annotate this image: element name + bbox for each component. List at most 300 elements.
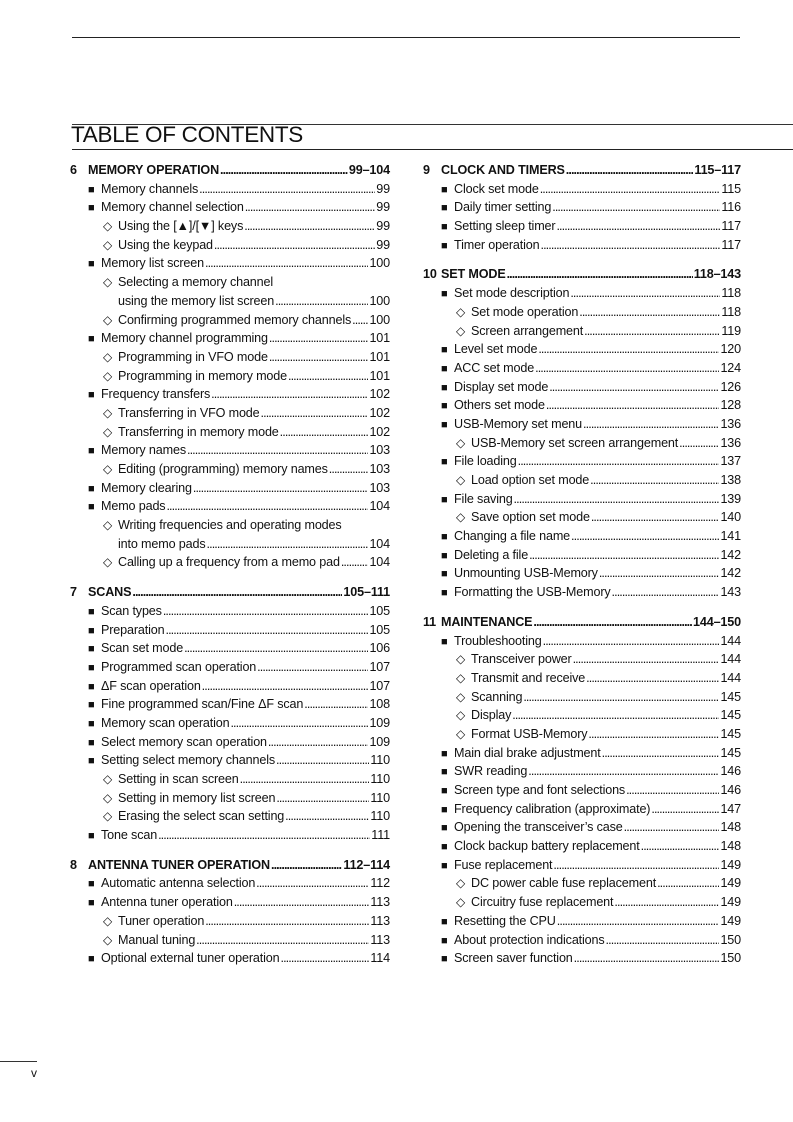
toc-entry-title: Confirming programmed memory channels bbox=[118, 312, 352, 327]
toc-entry[interactable] bbox=[423, 546, 741, 565]
toc-entry-title: ΔF scan operation bbox=[101, 678, 201, 693]
toc-entry-title: Preparation bbox=[101, 622, 165, 637]
dot-leader bbox=[352, 311, 368, 330]
dot-leader bbox=[612, 583, 720, 602]
toc-entry[interactable] bbox=[423, 378, 741, 397]
dot-leader bbox=[571, 527, 719, 546]
toc-entry-page: 110 bbox=[370, 753, 390, 768]
toc-entry-title: Troubleshooting bbox=[454, 633, 542, 648]
square-bullet-icon: ■ bbox=[88, 643, 95, 656]
diamond-bullet-icon: ◇ bbox=[103, 518, 113, 533]
dot-leader bbox=[240, 770, 370, 789]
dot-leader bbox=[523, 688, 719, 707]
toc-entry[interactable] bbox=[423, 284, 741, 303]
toc-entry-title: Optional external tuner operation bbox=[101, 951, 280, 966]
square-bullet-icon: ■ bbox=[441, 531, 448, 544]
toc-section bbox=[423, 265, 741, 601]
dot-leader bbox=[602, 744, 720, 763]
toc-section bbox=[70, 856, 390, 968]
square-bullet-icon: ■ bbox=[88, 897, 95, 910]
toc-entry-title: Clock set mode bbox=[454, 181, 539, 196]
toc-entry-page: 110 bbox=[370, 809, 390, 824]
dot-leader bbox=[624, 818, 720, 837]
diamond-bullet-icon: ◇ bbox=[103, 555, 113, 570]
toc-entry-title: Opening the transceiver’s case bbox=[454, 820, 623, 835]
square-bullet-icon: ■ bbox=[88, 680, 95, 693]
dot-leader bbox=[590, 471, 719, 490]
toc-entry[interactable] bbox=[70, 404, 390, 423]
square-bullet-icon: ■ bbox=[88, 605, 95, 618]
toc-section bbox=[70, 161, 390, 572]
toc-left-column bbox=[70, 161, 390, 968]
square-bullet-icon: ■ bbox=[441, 549, 448, 562]
toc-entry-page: 100 bbox=[369, 293, 390, 308]
toc-entry-title: Transmit and receive bbox=[471, 670, 586, 685]
toc-entry[interactable] bbox=[70, 236, 390, 255]
toc-entry[interactable] bbox=[70, 677, 390, 696]
diamond-bullet-icon: ◇ bbox=[456, 473, 466, 487]
toc-entry[interactable] bbox=[70, 751, 390, 770]
toc-entry-page: 142 bbox=[720, 547, 741, 562]
toc-entry[interactable] bbox=[70, 893, 390, 912]
toc-entry[interactable] bbox=[423, 180, 741, 199]
dot-leader bbox=[269, 329, 369, 348]
toc-entry[interactable] bbox=[423, 856, 741, 875]
toc-entry-page: 149 bbox=[720, 857, 741, 872]
toc-entry-title: Select memory scan operation bbox=[101, 734, 267, 749]
dot-leader bbox=[276, 789, 369, 808]
dot-leader bbox=[566, 161, 694, 180]
square-bullet-icon: ■ bbox=[441, 362, 448, 375]
toc-entry[interactable] bbox=[70, 441, 390, 460]
toc-entry-page: 104 bbox=[369, 555, 390, 570]
toc-entry-page: 105 bbox=[369, 622, 390, 637]
diamond-bullet-icon: ◇ bbox=[103, 790, 113, 805]
toc-entry-title: Frequency transfers bbox=[101, 387, 211, 402]
dot-leader bbox=[285, 807, 369, 826]
square-bullet-icon: ■ bbox=[441, 183, 448, 196]
toc-entry-title: Screen saver function bbox=[454, 951, 573, 966]
dot-leader bbox=[512, 706, 719, 725]
dot-leader bbox=[280, 423, 369, 442]
toc-entry[interactable] bbox=[70, 535, 390, 554]
toc-entry-title: DC power cable fuse replacement bbox=[471, 876, 657, 891]
toc-entry[interactable] bbox=[423, 508, 741, 527]
square-bullet-icon: ■ bbox=[88, 624, 95, 637]
toc-entry-title: Antenna tuner operation bbox=[101, 895, 233, 910]
toc-entry[interactable] bbox=[70, 639, 390, 658]
toc-entry-page: 114 bbox=[370, 951, 390, 966]
toc-entry[interactable] bbox=[423, 650, 741, 669]
toc-section bbox=[70, 583, 390, 845]
square-bullet-icon: ■ bbox=[441, 239, 448, 252]
toc-entry[interactable] bbox=[423, 396, 741, 415]
square-bullet-icon: ■ bbox=[441, 288, 448, 301]
diamond-bullet-icon: ◇ bbox=[103, 462, 113, 476]
toc-entry[interactable] bbox=[70, 292, 390, 311]
dot-leader bbox=[591, 508, 720, 527]
square-bullet-icon: ■ bbox=[88, 830, 95, 843]
section-title: SCANS bbox=[88, 585, 132, 600]
toc-entry-page: 103 bbox=[369, 462, 390, 476]
toc-entry[interactable] bbox=[423, 490, 741, 509]
toc-entry[interactable] bbox=[423, 198, 741, 217]
square-bullet-icon: ■ bbox=[441, 381, 448, 394]
toc-entry-page: 99 bbox=[376, 181, 390, 196]
toc-entry[interactable] bbox=[423, 359, 741, 378]
toc-entry[interactable] bbox=[423, 800, 741, 819]
section-number: 8 bbox=[70, 857, 77, 872]
toc-entry[interactable] bbox=[70, 311, 390, 330]
toc-entry-title: Using the [▲]/[▼] keys bbox=[118, 219, 244, 234]
toc-entry-page: 102 bbox=[369, 405, 390, 420]
toc-entry-page: 144 bbox=[720, 670, 741, 685]
toc-entry[interactable] bbox=[70, 460, 390, 479]
toc-entry-page: 104 bbox=[369, 499, 390, 514]
toc-entry[interactable] bbox=[70, 733, 390, 752]
dot-leader bbox=[599, 564, 720, 583]
title-underline bbox=[72, 149, 793, 150]
toc-entry[interactable] bbox=[423, 762, 741, 781]
dot-leader bbox=[205, 912, 369, 931]
square-bullet-icon: ■ bbox=[88, 878, 95, 891]
toc-entry-title: Screen type and font selections bbox=[454, 783, 626, 797]
toc-section-heading[interactable] bbox=[70, 856, 390, 875]
toc-entry[interactable] bbox=[423, 564, 741, 583]
dot-leader bbox=[584, 322, 720, 341]
toc-entry[interactable] bbox=[70, 180, 390, 199]
square-bullet-icon: ■ bbox=[88, 445, 95, 458]
toc-entry-title: Frequency calibration (approximate) bbox=[454, 801, 651, 816]
toc-entry-page: 118 bbox=[721, 304, 741, 319]
toc-entry-page: 116 bbox=[721, 200, 741, 215]
toc-entry[interactable] bbox=[423, 303, 741, 322]
diamond-bullet-icon: ◇ bbox=[456, 689, 466, 704]
square-bullet-icon: ■ bbox=[88, 736, 95, 749]
toc-entry[interactable] bbox=[70, 254, 390, 273]
toc-entry-title: Erasing the select scan setting bbox=[118, 809, 285, 824]
dot-leader bbox=[552, 198, 720, 217]
square-bullet-icon: ■ bbox=[88, 755, 95, 768]
toc-entry-title: Memo pads bbox=[101, 499, 166, 514]
toc-entry[interactable] bbox=[70, 931, 390, 950]
diamond-bullet-icon: ◇ bbox=[103, 809, 113, 824]
dot-leader bbox=[199, 180, 375, 199]
toc-entry-page: 105 bbox=[369, 603, 390, 618]
footer-rule bbox=[0, 1061, 37, 1062]
dot-leader bbox=[304, 695, 368, 714]
dot-leader bbox=[528, 762, 719, 781]
dot-leader bbox=[626, 781, 719, 800]
toc-entry[interactable] bbox=[423, 340, 741, 359]
square-bullet-icon: ■ bbox=[441, 568, 448, 581]
toc-entry[interactable] bbox=[70, 602, 390, 621]
diamond-bullet-icon: ◇ bbox=[103, 275, 113, 290]
toc-entry-title: Format USB-Memory bbox=[471, 726, 588, 741]
toc-entry-page: 109 bbox=[369, 715, 390, 730]
dot-leader bbox=[514, 490, 720, 509]
section-title: SET MODE bbox=[441, 267, 506, 282]
dot-leader bbox=[268, 733, 369, 752]
diamond-bullet-icon: ◇ bbox=[456, 323, 466, 338]
dot-leader bbox=[132, 583, 342, 602]
dot-leader bbox=[211, 385, 368, 404]
toc-entry-title: Unmounting USB-Memory bbox=[454, 566, 598, 581]
toc-entry[interactable] bbox=[70, 198, 390, 217]
toc-entry[interactable] bbox=[70, 385, 390, 404]
toc-entry[interactable] bbox=[70, 807, 390, 826]
toc-entry-page: 140 bbox=[720, 510, 741, 525]
dot-leader bbox=[163, 602, 369, 621]
square-bullet-icon: ■ bbox=[88, 258, 95, 271]
toc-entry-title: SWR reading bbox=[454, 764, 528, 779]
toc-entry[interactable] bbox=[70, 516, 390, 535]
toc-entry[interactable] bbox=[70, 273, 390, 292]
toc-section-heading[interactable] bbox=[423, 613, 741, 632]
square-bullet-icon: ■ bbox=[88, 699, 95, 712]
toc-entry-page: 103 bbox=[369, 443, 390, 458]
toc-entry-title: Tuner operation bbox=[118, 913, 205, 928]
toc-entry-page: 101 bbox=[369, 331, 390, 346]
toc-entry-title: Memory scan operation bbox=[101, 715, 230, 730]
square-bullet-icon: ■ bbox=[441, 344, 448, 357]
square-bullet-icon: ■ bbox=[441, 635, 448, 648]
dot-leader bbox=[574, 949, 720, 968]
page-title: TABLE OF CONTENTS bbox=[71, 122, 304, 147]
dot-leader bbox=[540, 236, 720, 255]
toc-entry[interactable] bbox=[423, 434, 741, 453]
toc-entry[interactable] bbox=[423, 688, 741, 707]
section-pages: 105–111 bbox=[343, 585, 390, 600]
toc-entry-title: Timer operation bbox=[454, 237, 540, 252]
toc-entry[interactable] bbox=[70, 423, 390, 442]
toc-entry[interactable] bbox=[423, 322, 741, 341]
dot-leader bbox=[679, 434, 719, 453]
toc-entry-page: 145 bbox=[720, 745, 741, 760]
toc-entry-page: 137 bbox=[720, 454, 741, 469]
toc-entry-page: 102 bbox=[369, 424, 390, 439]
toc-entry-page: 143 bbox=[720, 585, 741, 600]
toc-entry-page: 145 bbox=[720, 689, 741, 704]
toc-entry[interactable] bbox=[70, 367, 390, 386]
toc-entry-title: Display set mode bbox=[454, 379, 549, 394]
dot-leader bbox=[579, 303, 720, 322]
toc-entry[interactable] bbox=[70, 497, 390, 516]
toc-entry-title: Editing (programming) memory names bbox=[118, 462, 328, 476]
toc-entry[interactable] bbox=[423, 744, 741, 763]
diamond-bullet-icon: ◇ bbox=[103, 405, 113, 420]
toc-entry-page: 112 bbox=[370, 876, 390, 891]
square-bullet-icon: ■ bbox=[441, 400, 448, 413]
toc-entry-title: Fuse replacement bbox=[454, 857, 553, 872]
diamond-bullet-icon: ◇ bbox=[103, 368, 113, 383]
toc-entry[interactable] bbox=[423, 874, 741, 893]
toc-entry[interactable] bbox=[423, 837, 741, 856]
toc-entry[interactable] bbox=[423, 893, 741, 912]
toc-entry-title: USB-Memory set menu bbox=[454, 416, 583, 431]
dot-leader bbox=[553, 856, 719, 875]
toc-entry-page: 145 bbox=[720, 726, 741, 741]
toc-entry[interactable] bbox=[423, 706, 741, 725]
dot-leader bbox=[202, 677, 369, 696]
section-title: MAINTENANCE bbox=[441, 614, 533, 629]
toc-entry-page: 117 bbox=[721, 219, 741, 234]
toc-entry[interactable] bbox=[70, 874, 390, 893]
toc-entry-page: 99 bbox=[376, 219, 390, 234]
toc-entry[interactable] bbox=[70, 949, 390, 968]
dot-leader bbox=[651, 800, 719, 819]
dot-leader bbox=[257, 658, 368, 677]
toc-entry-title: Setting select memory channels bbox=[101, 753, 275, 768]
toc-section-heading[interactable] bbox=[423, 265, 741, 284]
toc-entry[interactable] bbox=[70, 789, 390, 808]
square-bullet-icon: ■ bbox=[441, 456, 448, 469]
dot-leader bbox=[329, 460, 369, 479]
toc-entry[interactable] bbox=[70, 770, 390, 789]
dot-leader bbox=[556, 217, 720, 236]
toc-entry-page: 110 bbox=[370, 772, 390, 786]
toc-entry[interactable] bbox=[423, 818, 741, 837]
toc-section-heading[interactable] bbox=[70, 583, 390, 602]
toc-entry[interactable] bbox=[423, 236, 741, 255]
toc-entry-page: 120 bbox=[720, 342, 741, 357]
toc-entry-title: File saving bbox=[454, 491, 513, 506]
toc-entry-title: Memory names bbox=[101, 443, 186, 458]
section-pages: 118–143 bbox=[693, 267, 741, 282]
toc-entry-title: Memory channels bbox=[101, 181, 199, 196]
toc-entry-title: Memory channel programming bbox=[101, 331, 268, 346]
dot-leader bbox=[166, 497, 368, 516]
square-bullet-icon: ■ bbox=[88, 333, 95, 346]
toc-entry-page: 113 bbox=[370, 913, 390, 928]
toc-entry-page: 139 bbox=[720, 491, 741, 506]
square-bullet-icon: ■ bbox=[441, 202, 448, 215]
section-title: CLOCK AND TIMERS bbox=[441, 163, 565, 177]
toc-entry-page: 147 bbox=[720, 801, 741, 816]
toc-entry-title: Programming in VFO mode bbox=[118, 349, 268, 364]
diamond-bullet-icon: ◇ bbox=[103, 349, 113, 364]
dot-leader bbox=[165, 621, 368, 640]
dot-leader bbox=[280, 949, 369, 968]
toc-entry-page: 149 bbox=[720, 913, 741, 928]
section-number: 10 bbox=[423, 267, 437, 282]
toc-entry-page: 99 bbox=[376, 237, 390, 252]
toc-entry-page: 146 bbox=[720, 783, 741, 797]
toc-entry[interactable] bbox=[423, 583, 741, 602]
toc-entry[interactable] bbox=[70, 329, 390, 348]
toc-entry-title: Changing a file name bbox=[454, 529, 571, 544]
dot-leader bbox=[533, 613, 692, 632]
square-bullet-icon: ■ bbox=[88, 717, 95, 730]
toc-entry-title: Memory clearing bbox=[101, 480, 192, 495]
toc-entry[interactable] bbox=[423, 912, 741, 931]
toc-entry-page: 118 bbox=[721, 286, 741, 301]
toc-entry-page: 144 bbox=[720, 633, 741, 648]
dot-leader bbox=[275, 292, 368, 311]
toc-entry-title: Set mode operation bbox=[471, 304, 579, 319]
toc-entry-title: Formatting the USB-Memory bbox=[454, 585, 611, 600]
toc-entry[interactable] bbox=[423, 949, 741, 968]
toc-entry-title: Selecting a memory channel bbox=[118, 275, 274, 290]
toc-entry-title: Load option set mode bbox=[471, 473, 590, 487]
dot-leader bbox=[543, 632, 720, 651]
toc-entry-page: 101 bbox=[369, 368, 390, 383]
page-number: v bbox=[31, 1066, 37, 1080]
toc-entry[interactable] bbox=[70, 479, 390, 498]
toc-entry-title: Setting in memory list screen bbox=[118, 790, 276, 805]
toc-entry-title: Others set mode bbox=[454, 398, 545, 413]
toc-entry-page: 106 bbox=[369, 641, 390, 656]
square-bullet-icon: ■ bbox=[441, 587, 448, 600]
toc-entry[interactable] bbox=[423, 632, 741, 651]
toc-entry[interactable] bbox=[70, 621, 390, 640]
diamond-bullet-icon: ◇ bbox=[103, 237, 113, 252]
dot-leader bbox=[657, 874, 719, 893]
toc-entry[interactable] bbox=[423, 527, 741, 546]
toc-entry[interactable] bbox=[70, 217, 390, 236]
toc-entry-title: Daily timer setting bbox=[454, 200, 552, 215]
toc-entry-title: USB-Memory set screen arrangement bbox=[471, 435, 679, 450]
toc-entry-title: Scanning bbox=[471, 689, 523, 704]
toc-entry[interactable] bbox=[423, 725, 741, 744]
square-bullet-icon: ■ bbox=[88, 953, 95, 966]
diamond-bullet-icon: ◇ bbox=[103, 913, 113, 928]
square-bullet-icon: ■ bbox=[441, 493, 448, 506]
square-bullet-icon: ■ bbox=[441, 747, 448, 760]
toc-entry[interactable] bbox=[70, 553, 390, 572]
toc-section-heading[interactable] bbox=[70, 161, 390, 180]
toc-entry-page: 110 bbox=[370, 790, 390, 805]
toc-entry[interactable] bbox=[423, 415, 741, 434]
toc-entry-page: 148 bbox=[720, 839, 741, 854]
toc-entry-page: 136 bbox=[720, 435, 741, 450]
toc-entry[interactable] bbox=[423, 669, 741, 688]
square-bullet-icon: ■ bbox=[441, 822, 448, 835]
toc-section-heading[interactable] bbox=[423, 161, 741, 180]
dot-leader bbox=[288, 367, 368, 386]
toc-entry[interactable] bbox=[423, 471, 741, 490]
section-number: 11 bbox=[423, 614, 437, 629]
dot-leader bbox=[588, 725, 719, 744]
toc-entry[interactable] bbox=[423, 781, 741, 800]
section-number: 7 bbox=[70, 585, 77, 600]
toc-entry[interactable] bbox=[70, 826, 390, 845]
toc-entry-page: 111 bbox=[371, 828, 390, 843]
toc-entry-page: 150 bbox=[720, 951, 741, 966]
toc-entry[interactable] bbox=[423, 452, 741, 471]
toc-entry-title: Writing frequencies and operating modes bbox=[118, 518, 342, 533]
diamond-bullet-icon: ◇ bbox=[103, 312, 113, 327]
dot-leader bbox=[546, 396, 720, 415]
toc-entry-page: 107 bbox=[369, 659, 390, 674]
toc-entry-title: Transferring in VFO mode bbox=[118, 405, 260, 420]
diamond-bullet-icon: ◇ bbox=[456, 670, 466, 685]
toc-entry[interactable] bbox=[423, 217, 741, 236]
toc-entry[interactable] bbox=[70, 658, 390, 677]
toc-entry[interactable] bbox=[423, 931, 741, 950]
toc-entry[interactable] bbox=[70, 695, 390, 714]
dot-leader bbox=[261, 404, 369, 423]
dot-leader bbox=[641, 837, 720, 856]
toc-entry[interactable] bbox=[70, 348, 390, 367]
square-bullet-icon: ■ bbox=[441, 953, 448, 966]
toc-entry-title: Scan types bbox=[101, 603, 162, 618]
dot-leader bbox=[187, 441, 368, 460]
toc-entry-title: Tone scan bbox=[101, 828, 158, 843]
toc-entry[interactable] bbox=[70, 714, 390, 733]
toc-entry-page: 117 bbox=[721, 237, 741, 252]
toc-entry[interactable] bbox=[70, 912, 390, 931]
